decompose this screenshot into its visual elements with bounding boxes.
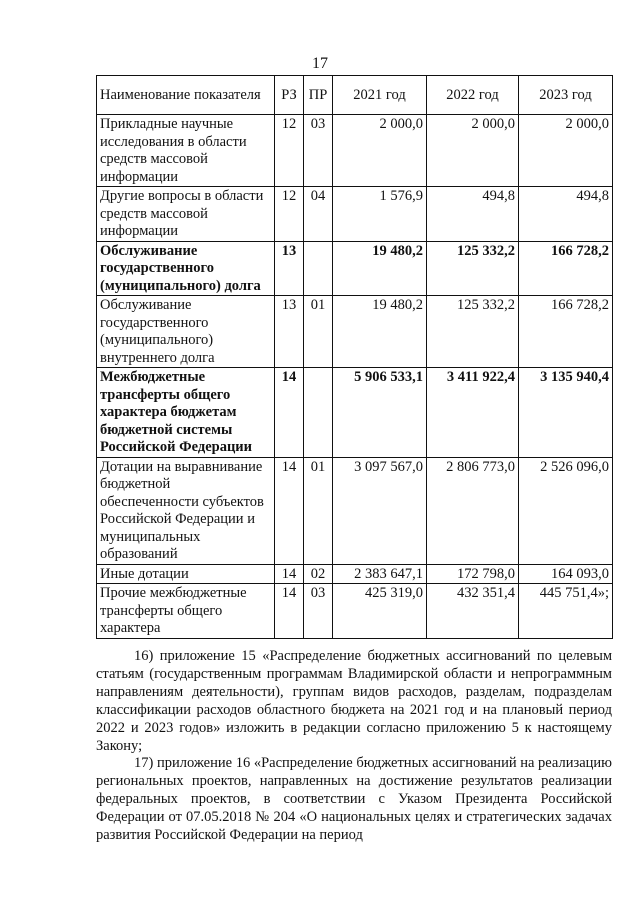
table-row [97, 296, 613, 368]
row-2021: 425 319,0 [333, 584, 427, 639]
row-rz: 14 [275, 368, 304, 458]
row-rz: 12 [275, 115, 304, 187]
row-2021: 19 480,2 [333, 241, 427, 296]
row-rz: 13 [275, 296, 304, 368]
row-pr [304, 241, 333, 296]
row-2022: 494,8 [427, 187, 519, 242]
budget-table [96, 75, 613, 639]
row-rz: 14 [275, 457, 304, 564]
row-2023: 164 093,0 [519, 564, 613, 584]
row-rz: 13 [275, 241, 304, 296]
row-2022: 3 411 922,4 [427, 368, 519, 458]
paragraph-item-17: 17) приложение 16 «Распределение бюджетных ассигнований на реализацию региональных проектов, направленных на достижение результатов реализации федеральных проектов, в соответствии с Указом Президента Российской Федерации от 07.05.2018 № 204 «О национальных целях и стратегических задачах развития Российской Федерации на период [96, 755, 612, 844]
paragraph-item-16: 16) приложение 15 «Распределение бюджетных ассигнований по целевым статьям (государственным программам Владимирской области и непрограммным направлениям деятельности), группам видов расходов, разделам, подразделам классификации расходов областного бюджета на 2021 год и на плановый период 2022 и 2023 годов» изложить в редакции согласно приложению 5 к настоящему Закону; [96, 648, 612, 754]
table-row [97, 115, 613, 187]
row-2023: 166 728,2 [519, 296, 613, 368]
header-pr: ПР [304, 76, 333, 115]
row-name: Обслуживание государственного (муниципального) внутреннего долга [97, 296, 275, 368]
row-name: Обслуживание государственного (муниципального) долга [97, 241, 275, 296]
row-name: Другие вопросы в области средств массовой информации [97, 187, 275, 242]
row-pr: 01 [304, 457, 333, 564]
row-pr: 04 [304, 187, 333, 242]
row-2023: 3 135 940,4 [519, 368, 613, 458]
row-pr [304, 368, 333, 458]
header-rz: РЗ [275, 76, 304, 115]
table-row [97, 584, 613, 639]
row-2021: 1 576,9 [333, 187, 427, 242]
row-name: Иные дотации [97, 564, 275, 584]
row-2022: 172 798,0 [427, 564, 519, 584]
row-name: Прикладные научные исследования в области средств массовой информации [97, 115, 275, 187]
row-2022: 2 000,0 [427, 115, 519, 187]
header-2023: 2023 год [519, 76, 613, 115]
table-row [97, 187, 613, 242]
table-row [97, 368, 613, 458]
row-name: Дотации на выравнивание бюджетной обеспеченности субъектов Российской Федерации и муниципальных образований [97, 457, 275, 564]
page-number: 17 [312, 55, 328, 72]
row-pr: 03 [304, 584, 333, 639]
row-2023: 445 751,4»; [519, 584, 613, 639]
row-2022: 2 806 773,0 [427, 457, 519, 564]
row-2022: 432 351,4 [427, 584, 519, 639]
row-2021: 2 383 647,1 [333, 564, 427, 584]
row-rz: 14 [275, 584, 304, 639]
header-2022: 2022 год [427, 76, 519, 115]
table-row [97, 564, 613, 584]
table-header-row [97, 76, 613, 115]
row-pr: 02 [304, 564, 333, 584]
row-2021: 19 480,2 [333, 296, 427, 368]
row-rz: 12 [275, 187, 304, 242]
row-2023: 2 000,0 [519, 115, 613, 187]
row-2023: 166 728,2 [519, 241, 613, 296]
header-2021: 2021 год [333, 76, 427, 115]
row-pr: 01 [304, 296, 333, 368]
row-2023: 494,8 [519, 187, 613, 242]
row-2021: 5 906 533,1 [333, 368, 427, 458]
row-2023: 2 526 096,0 [519, 457, 613, 564]
row-name: Прочие межбюджетные трансферты общего характера [97, 584, 275, 639]
header-name: Наименование показателя [97, 76, 275, 115]
row-name: Межбюджетные трансферты общего характера бюджетам бюджетной системы Российской Федерации [97, 368, 275, 458]
table-row [97, 457, 613, 564]
row-rz: 14 [275, 564, 304, 584]
row-2021: 3 097 567,0 [333, 457, 427, 564]
row-2022: 125 332,2 [427, 241, 519, 296]
body-text [96, 648, 612, 845]
row-2022: 125 332,2 [427, 296, 519, 368]
table-row [97, 241, 613, 296]
row-2021: 2 000,0 [333, 115, 427, 187]
row-pr: 03 [304, 115, 333, 187]
